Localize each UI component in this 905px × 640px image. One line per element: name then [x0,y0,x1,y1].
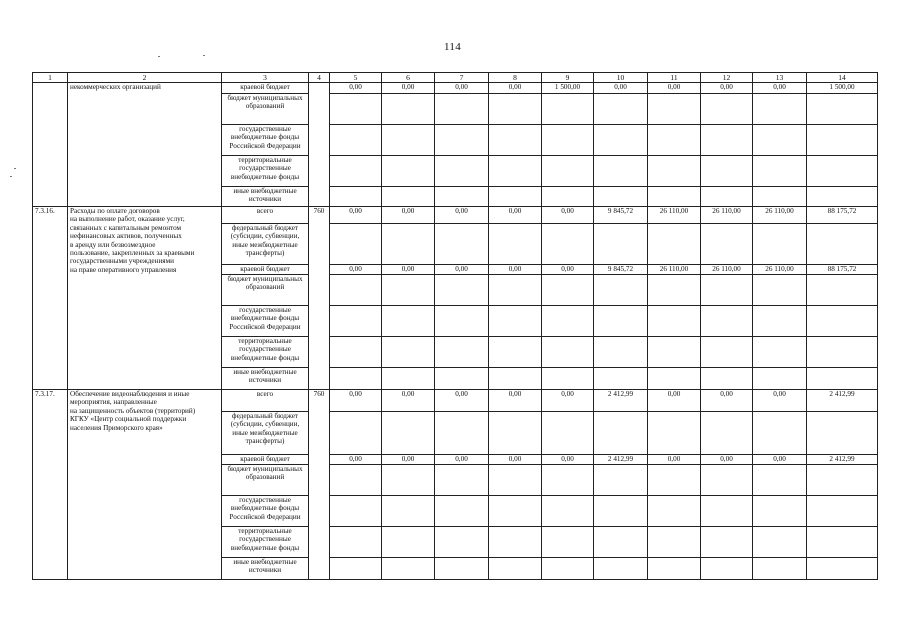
amount-cell [807,558,878,580]
funding-source-cell: всего [222,390,309,412]
amount-cell [542,527,594,558]
amount-cell: 0,00 [542,455,594,465]
amount-cell: 0,00 [489,207,542,224]
description-line: КГКУ «Центр социальной поддержки [70,415,187,424]
amount-cell [382,224,435,265]
amount-cell [594,224,648,265]
amount-cell [382,156,435,187]
funding-source-cell: всего [222,207,309,224]
funding-source-cell: иные внебюджетные источники [222,187,309,207]
amount-cell: 9 845,72 [594,207,648,224]
amount-cell [594,337,648,368]
column-number-cell: 6 [382,73,435,83]
column-number-cell: 7 [435,73,489,83]
amount-cell [753,496,807,527]
amount-cell [753,156,807,187]
amount-cell: 9 845,72 [594,265,648,275]
description-line: в аренду или безвозмездное [70,240,156,249]
budget-table-body [33,73,878,580]
amount-cell [594,275,648,306]
amount-cell [648,558,701,580]
amount-cell [330,496,382,527]
table-row [33,83,878,94]
amount-cell [330,558,382,580]
funding-source-cell: бюджет муниципальных образований [222,465,309,496]
description-line: Расходы по оплате договоров [70,207,160,215]
table-row [33,207,878,224]
amount-cell [542,558,594,580]
amount-cell: 0,00 [489,83,542,94]
amount-cell: 0,00 [542,265,594,275]
amount-cell [542,94,594,125]
amount-cell [807,224,878,265]
amount-cell: 26 110,00 [648,265,701,275]
amount-cell [330,368,382,390]
amount-cell [382,465,435,496]
amount-cell [807,412,878,455]
amount-cell: 0,00 [382,265,435,275]
amount-cell [542,224,594,265]
amount-cell [701,465,753,496]
column-number-cell: 13 [753,73,807,83]
amount-cell [701,224,753,265]
amount-cell [807,368,878,390]
description-line: Обеспечение видеонаблюдения и иные [70,390,190,398]
amount-cell [648,125,701,156]
amount-cell [435,275,489,306]
item-code-cell: 7.3.17. [33,390,68,580]
amount-cell: 26 110,00 [753,265,807,275]
amount-cell: 0,00 [648,83,701,94]
amount-cell: 26 110,00 [701,265,753,275]
scan-speck [158,56,160,57]
amount-cell [382,527,435,558]
amount-cell: 2 412,99 [807,390,878,412]
amount-cell [807,156,878,187]
amount-cell [594,527,648,558]
amount-cell [701,527,753,558]
description-line: населения Приморского края» [70,423,163,432]
amount-cell: 0,00 [648,390,701,412]
column-number-cell: 10 [594,73,648,83]
amount-cell [435,337,489,368]
amount-cell [753,558,807,580]
funding-source-cell: краевой бюджет [222,83,309,94]
funding-source-cell: краевой бюджет [222,455,309,465]
amount-cell [701,412,753,455]
amount-cell [489,306,542,337]
amount-cell [594,465,648,496]
amount-cell [330,94,382,125]
amount-cell [382,558,435,580]
amount-cell [435,465,489,496]
amount-cell [648,306,701,337]
amount-cell [648,224,701,265]
amount-cell: 0,00 [330,265,382,275]
amount-cell [382,306,435,337]
amount-cell [753,275,807,306]
amount-cell [435,527,489,558]
amount-cell [594,125,648,156]
amount-cell [648,187,701,207]
description-line: мероприятия, направленные [70,398,157,407]
amount-cell [330,412,382,455]
amount-cell [382,275,435,306]
item-description-cell [68,83,222,207]
amount-cell: 26 110,00 [753,207,807,224]
amount-cell [648,275,701,306]
amount-cell: 0,00 [489,265,542,275]
amount-cell [382,337,435,368]
amount-cell: 0,00 [382,455,435,465]
amount-cell [594,496,648,527]
amount-cell [594,94,648,125]
amount-cell: 0,00 [753,390,807,412]
kbk-cell: 760 [309,390,330,580]
amount-cell [542,465,594,496]
kbk-cell [309,83,330,207]
amount-cell [701,125,753,156]
amount-cell [648,337,701,368]
amount-cell: 2 412,99 [594,455,648,465]
amount-cell [753,337,807,368]
amount-cell [648,527,701,558]
amount-cell: 1 500,00 [542,83,594,94]
amount-cell: 88 175,72 [807,207,878,224]
page-number: 114 [444,41,461,53]
amount-cell: 0,00 [435,83,489,94]
amount-cell [489,465,542,496]
amount-cell: 0,00 [701,390,753,412]
amount-cell [701,368,753,390]
amount-cell: 0,00 [382,207,435,224]
amount-cell [701,306,753,337]
amount-cell [489,527,542,558]
amount-cell [807,465,878,496]
amount-cell [542,275,594,306]
amount-cell: 0,00 [542,207,594,224]
amount-cell [594,156,648,187]
amount-cell [382,368,435,390]
amount-cell [435,156,489,187]
column-number-cell: 5 [330,73,382,83]
amount-cell [435,306,489,337]
amount-cell [330,187,382,207]
amount-cell [648,368,701,390]
amount-cell [542,187,594,207]
amount-cell [753,368,807,390]
amount-cell [382,412,435,455]
funding-source-cell: территориальные государственные внебюджетные фонды [222,527,309,558]
funding-source-cell: бюджет муниципальных образований [222,275,309,306]
amount-cell: 0,00 [382,83,435,94]
amount-cell [701,156,753,187]
amount-cell [489,368,542,390]
amount-cell [594,558,648,580]
column-number-cell: 1 [33,73,68,83]
amount-cell: 0,00 [648,455,701,465]
column-number-cell: 11 [648,73,701,83]
amount-cell [382,187,435,207]
amount-cell [489,125,542,156]
amount-cell [753,125,807,156]
column-number-cell: 12 [701,73,753,83]
amount-cell [701,496,753,527]
description-line: государственными учреждениями [70,257,175,266]
amount-cell [382,94,435,125]
amount-cell [807,94,878,125]
amount-cell: 0,00 [542,390,594,412]
amount-cell [648,94,701,125]
column-number-cell: 3 [222,73,309,83]
funding-source-cell: иные внебюджетные источники [222,368,309,390]
amount-cell [701,558,753,580]
amount-cell [701,187,753,207]
budget-table [32,72,878,580]
amount-cell [330,527,382,558]
amount-cell: 0,00 [330,83,382,94]
amount-cell [435,558,489,580]
funding-source-cell: иные внебюджетные источники [222,558,309,580]
amount-cell [489,224,542,265]
amount-cell [594,368,648,390]
amount-cell [807,337,878,368]
item-code-cell: 7.3.16. [33,207,68,390]
amount-cell: 26 110,00 [648,207,701,224]
amount-cell: 0,00 [594,83,648,94]
amount-cell: 0,00 [753,83,807,94]
amount-cell [435,125,489,156]
amount-cell [435,224,489,265]
amount-cell: 0,00 [435,390,489,412]
amount-cell [753,94,807,125]
amount-cell [489,94,542,125]
funding-source-cell: бюджет муниципальных образований [222,94,309,125]
amount-cell [435,94,489,125]
amount-cell [382,125,435,156]
amount-cell: 0,00 [435,455,489,465]
funding-source-cell: территориальные государственные внебюджетные фонды [222,156,309,187]
table-row [33,390,878,412]
description-line: связанных с капитальным ремонтом [70,223,182,232]
description-line: некоммерческих организаций [70,83,161,91]
item-description-cell [68,207,222,390]
amount-cell: 26 110,00 [701,207,753,224]
funding-source-cell: территориальные государственные внебюджетные фонды [222,337,309,368]
amount-cell [330,465,382,496]
amount-cell [489,156,542,187]
amount-cell [594,412,648,455]
amount-cell: 2 412,99 [594,390,648,412]
amount-cell [542,368,594,390]
amount-cell [807,275,878,306]
scan-speck [14,168,16,169]
amount-cell: 1 500,00 [807,83,878,94]
amount-cell [435,412,489,455]
amount-cell: 0,00 [489,390,542,412]
amount-cell [330,275,382,306]
amount-cell [435,368,489,390]
amount-cell: 0,00 [330,390,382,412]
amount-cell [753,187,807,207]
amount-cell [648,412,701,455]
funding-source-cell: государственные внебюджетные фонды Российской Федерации [222,496,309,527]
funding-source-cell: федеральный бюджет (субсидии, субвенции, иные межбюджетные трансферты) [222,224,309,265]
amount-cell: 0,00 [330,207,382,224]
amount-cell [330,337,382,368]
amount-cell: 0,00 [701,83,753,94]
amount-cell: 0,00 [701,455,753,465]
amount-cell [542,337,594,368]
amount-cell [489,496,542,527]
funding-source-cell: государственные внебюджетные фонды Российской Федерации [222,125,309,156]
amount-cell [382,496,435,527]
amount-cell [330,306,382,337]
amount-cell [701,275,753,306]
amount-cell [807,527,878,558]
amount-cell [648,496,701,527]
amount-cell: 0,00 [330,455,382,465]
description-line: на защищенность объектов (территорий) [70,406,196,415]
column-number-row [33,73,878,83]
amount-cell [648,156,701,187]
amount-cell [753,465,807,496]
scan-speck [10,176,12,177]
amount-cell [542,496,594,527]
amount-cell [807,187,878,207]
amount-cell [648,465,701,496]
amount-cell [701,337,753,368]
amount-cell [753,527,807,558]
item-description-cell [68,390,222,580]
amount-cell [753,306,807,337]
amount-cell: 88 175,72 [807,265,878,275]
amount-cell [489,187,542,207]
amount-cell [701,94,753,125]
amount-cell: 0,00 [489,455,542,465]
amount-cell [489,558,542,580]
column-number-cell: 8 [489,73,542,83]
scan-speck [203,55,205,56]
column-number-cell: 14 [807,73,878,83]
item-code-cell [33,83,68,207]
amount-cell [753,224,807,265]
amount-cell [807,125,878,156]
amount-cell [330,125,382,156]
description-line: на выполнение работ, оказание услуг, [70,215,185,224]
funding-source-cell: федеральный бюджет (субсидии, субвенции, иные межбюджетные трансферты) [222,412,309,455]
amount-cell [489,412,542,455]
amount-cell [807,496,878,527]
amount-cell: 0,00 [753,455,807,465]
column-number-cell: 2 [68,73,222,83]
amount-cell [753,412,807,455]
funding-source-cell: государственные внебюджетные фонды Российской Федерации [222,306,309,337]
amount-cell: 0,00 [382,390,435,412]
amount-cell: 0,00 [435,207,489,224]
description-line: пользование, закрепленных за краевыми [70,249,195,258]
kbk-cell: 760 [309,207,330,390]
description-line: на праве оперативного управления [70,265,177,274]
amount-cell [594,306,648,337]
column-number-cell: 4 [309,73,330,83]
amount-cell [542,156,594,187]
amount-cell [489,275,542,306]
amount-cell [435,496,489,527]
amount-cell [594,187,648,207]
description-line: нефинансовых активов, полученных [70,232,182,241]
column-number-cell: 9 [542,73,594,83]
amount-cell [489,337,542,368]
amount-cell [542,125,594,156]
amount-cell [330,156,382,187]
amount-cell [542,306,594,337]
amount-cell [330,224,382,265]
amount-cell [807,306,878,337]
amount-cell: 2 412,99 [807,455,878,465]
funding-source-cell: краевой бюджет [222,265,309,275]
amount-cell [542,412,594,455]
amount-cell: 0,00 [435,265,489,275]
amount-cell [435,187,489,207]
